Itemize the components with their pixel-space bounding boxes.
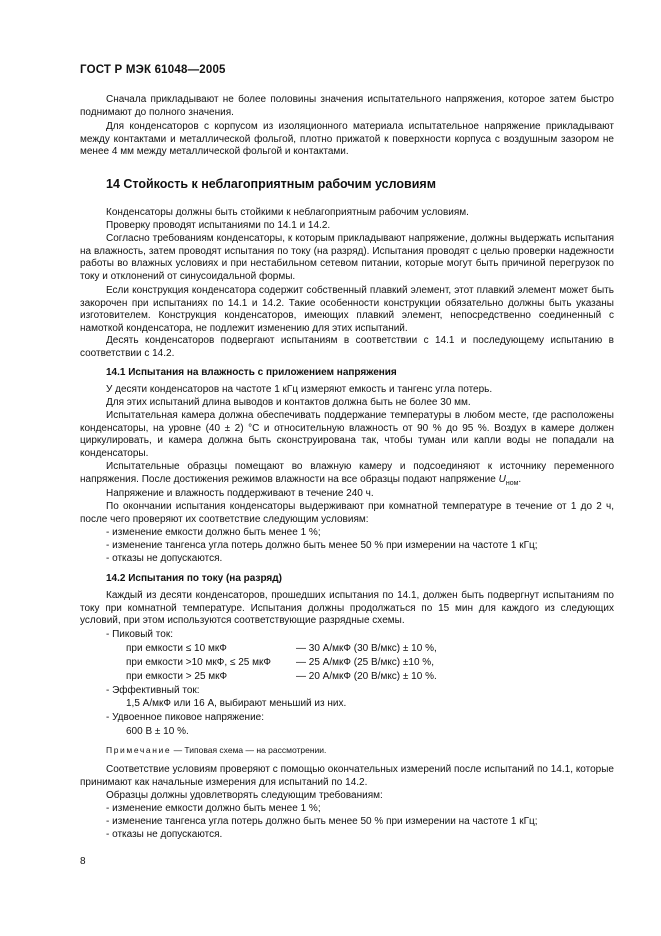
section-14-1-paragraph-6: По окончании испытания конденсаторы выдерживают при комнатной температуре в течение от 1 до 2 ч, после чего проверяют их соответствие следующим условиям: [80,501,614,525]
section-14-1-paragraph-1: У десяти конденсаторов на частоте 1 кГц измеряют емкость и тангенс угла потерь. [106,384,493,395]
list-item: - изменение емкости должно быть менее 1 %; [106,803,321,814]
section-14-2-paragraph-2: Соответствие условиям проверяют с помощью окончательных измерений после испытаний по 14.1, которые принимают как начальные измерения для испытаний по 14.2. [80,764,614,788]
section-14-1-paragraph-3: Испытательная камера должна обеспечивать поддержание температуры в любом месте, где расположены конденсаторы, на уровне (40 ± 2) °С и относительную влажность от 90 % до 95 %. Воздух в камере должен циркулировать, и камера должна быть сконструирована так, чтобы туман или капли воды не попадали на конденсаторы. [80,410,614,459]
section-14-title: 14 Стойкость к неблагоприятным рабочим условиям [106,177,436,191]
note [106,745,326,755]
peak-condition: при емкости > 25 мкФ [126,671,228,682]
section-14-2-title: 14.2 Испытания по току (на разряд) [106,573,282,584]
voltage-symbol: U [498,473,506,485]
section-14-2-paragraph-1: Каждый из десяти конденсаторов, прошедших испытания по 14.1, должен быть подвергнут испытаниям по току при комнатной температуре. Испытания должны продолжаться по 15 мин для каждого из следующих условий, при этом используются соответствующие разрядные схемы. [80,590,614,627]
section-14-paragraph-2: Проверку проводят испытаниями по 14.1 и 14.2. [106,220,331,231]
intro-paragraph-1: Сначала прикладывают не более половины значения испытательного напряжения, которое затем быстро поднимают до полного значения. [80,94,614,118]
page-number: 8 [80,856,86,867]
peak-value: — 20 А/мкФ (20 В/мкс) ± 10 %. [296,671,437,682]
section-14-1-paragraph-4 [80,461,614,490]
double-peak-voltage-label: - Удвоенное пиковое напряжение: [106,712,264,723]
section-14-1-title: 14.1 Испытания на влажность с приложением напряжения [106,367,397,378]
peak-condition: при емкости ≤ 10 мкФ [126,643,227,654]
section-14-paragraph-3: Согласно требованиям конденсаторы, к которым прикладывают напряжение, должны выдержать испытания на влажность, затем проводят испытания по току (на разряд). Испытания проводят с целью проверки надежности работы во влажных условиях и при нестабильном сетевом питании, которые могут быть причиной перегрузок по току и отклонений от синусоидальной формы. [80,233,614,282]
list-item: - изменение тангенса угла потерь должно быть менее 50 % при измерении на частоте 1 кГц; [106,540,538,551]
note-text: — Типовая схема — на рассмотрении. [171,745,327,755]
peak-condition: при емкости >10 мкФ, ≤ 25 мкФ [126,657,271,668]
intro-paragraph-2: Для конденсаторов с корпусом из изоляционного материала испытательное напряжение прикладывают между контактами и металлической фольгой, плотно прижатой к поверхности корпуса с воздушным зазором не менее 4 мм между металлической фольгой и контактами. [80,121,614,158]
list-item: - отказы не допускаются. [106,553,223,564]
section-14-paragraph-5: Десять конденсаторов подвергают испытаниям в соответствии с 14.1 и последующему испытанию в соответствии с 14.2. [80,335,614,359]
effective-current-label: - Эффективный ток: [106,685,200,696]
section-14-1-paragraph-2: Для этих испытаний длина выводов и контактов должна быть не более 30 мм. [106,397,471,408]
list-item: - изменение тангенса угла потерь должно быть менее 50 % при измерении на частоте 1 кГц; [106,816,538,827]
peak-current-label: - Пиковый ток: [106,629,173,640]
peak-value: — 25 А/мкФ (25 В/мкс) ±10 %, [296,657,434,668]
double-peak-voltage-value: 600 В ± 10 %. [126,726,189,737]
list-item: - отказы не допускаются. [106,829,223,840]
list-item: - изменение емкости должно быть менее 1 %; [106,527,321,538]
section-14-1-paragraph-5: Напряжение и влажность поддерживают в течение 240 ч. [106,488,374,499]
note-label: Примечание [106,745,172,755]
document-header: ГОСТ Р МЭК 61048—2005 [80,64,226,76]
effective-current-value: 1,5 А/мкФ или 16 А, выбирают меньший из них. [126,698,347,709]
section-14-2-paragraph-3: Образцы должны удовлетворять следующим требованиям: [106,790,383,801]
voltage-subscript: ном [505,479,519,487]
section-14-paragraph-4: Если конструкция конденсатора содержит собственный плавкий элемент, этот плавкий элемент может быть закорочен при испытаниях по 14.1 и 14.2. Такие особенности конструкции обязательно должны быть указаны изготовителем. Конструкция конденсаторов, имеющих плавкий элемент, непосредственно соединенный с намоткой конденсатора, не подлежит изменению для этих испытаний. [80,285,614,334]
paragraph-4-end: . [518,473,522,485]
section-14-paragraph-1: Конденсаторы должны быть стойкими к неблагоприятным рабочим условиям. [106,207,469,218]
paragraph-4-text: Испытательные образцы помещают во влажную камеру и подсоединяют к источнику переменного напряжения. После достижения режимов влажности на все образцы подают напряжение [80,461,614,485]
peak-value: — 30 А/мкФ (30 В/мкс) ± 10 %, [296,643,437,654]
